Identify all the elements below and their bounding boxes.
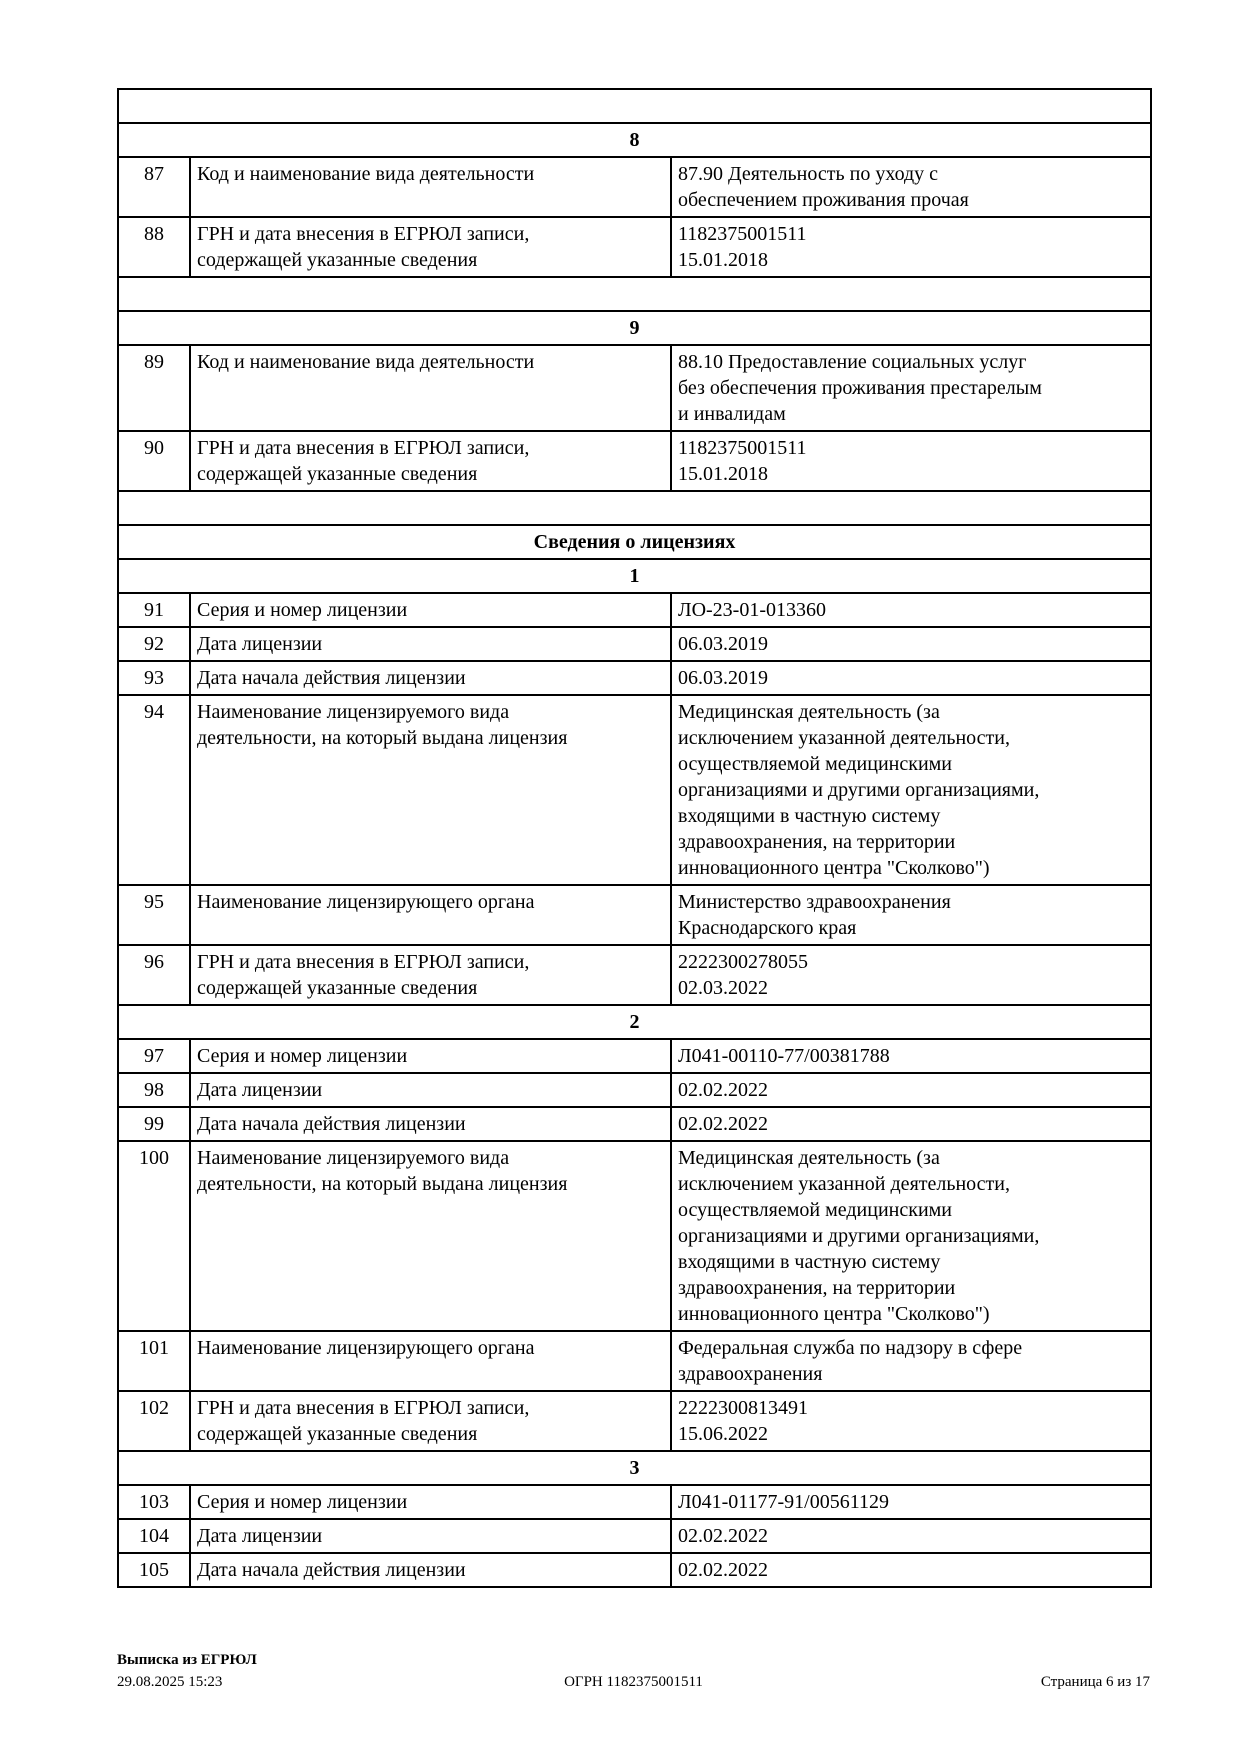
table-row [118,695,1151,885]
row-number: 100 [118,1141,190,1331]
attribute-value: 02.02.2022 [671,1519,1151,1553]
attribute-label: Дата лицензии [190,627,671,661]
row-number: 105 [118,1553,190,1587]
row-number: 102 [118,1391,190,1451]
egrul-table-body [118,89,1151,1587]
attribute-label: ГРН и дата внесения в ЕГРЮЛ записи, содержащей указанные сведения [190,945,671,1005]
section-row [118,1005,1151,1039]
attribute-value: 2222300278055 02.03.2022 [671,945,1151,1005]
row-number: 103 [118,1485,190,1519]
table-row [118,1553,1151,1587]
attribute-value: 06.03.2019 [671,627,1151,661]
attribute-label: Дата начала действия лицензии [190,1553,671,1587]
header-row [118,525,1151,559]
attribute-value: 1182375001511 15.01.2018 [671,431,1151,491]
row-number: 101 [118,1331,190,1391]
attribute-value: Федеральная служба по надзору в сфере здравоохранения [671,1331,1151,1391]
attribute-label: Дата лицензии [190,1073,671,1107]
attribute-label: Серия и номер лицензии [190,1039,671,1073]
page-footer [117,1650,1150,1694]
attribute-value: 88.10 Предоставление социальных услуг без обеспечения проживания престарелым и инвалидам [671,345,1151,431]
row-number: 89 [118,345,190,431]
attribute-value: Медицинская деятельность (за исключением указанной деятельности, осуществляемой медицинскими организациями и другими организациями, входящими в частную систему здравоохранения, на территории инновационного центра "Сколково") [671,1141,1151,1331]
attribute-value: 06.03.2019 [671,661,1151,695]
attribute-label: Наименование лицензируемого вида деятельности, на который выдана лицензия [190,1141,671,1331]
row-number: 98 [118,1073,190,1107]
spacer-cell [118,491,1151,525]
attribute-value: ЛО-23-01-013360 [671,593,1151,627]
table-row [118,1485,1151,1519]
attribute-label: ГРН и дата внесения в ЕГРЮЛ записи, содержащей указанные сведения [190,1391,671,1451]
row-number: 93 [118,661,190,695]
section-row [118,123,1151,157]
attribute-value: Медицинская деятельность (за исключением указанной деятельности, осуществляемой медицинскими организациями и другими организациями, входящими в частную систему здравоохранения, на территории инновационного центра "Сколково") [671,695,1151,885]
row-number: 92 [118,627,190,661]
attribute-label: ГРН и дата внесения в ЕГРЮЛ записи, содержащей указанные сведения [190,431,671,491]
attribute-label: Дата начала действия лицензии [190,1107,671,1141]
table-row [118,431,1151,491]
row-number: 96 [118,945,190,1005]
row-number: 104 [118,1519,190,1553]
attribute-label: Серия и номер лицензии [190,1485,671,1519]
spacer-cell [118,277,1151,311]
footer-datetime: 29.08.2025 15:23 [117,1673,223,1690]
attribute-label: Дата начала действия лицензии [190,661,671,695]
section-number: 9 [118,311,1151,345]
table-row [118,1141,1151,1331]
attribute-label: Серия и номер лицензии [190,593,671,627]
spacer-cell [118,89,1151,123]
attribute-label: Код и наименование вида деятельности [190,157,671,217]
table-row [118,1519,1151,1553]
attribute-label: Код и наименование вида деятельности [190,345,671,431]
section-number: 3 [118,1451,1151,1485]
table-row [118,217,1151,277]
egrul-extract-table [117,88,1152,1588]
section-row [118,559,1151,593]
licenses-section-title: Сведения о лицензиях [118,525,1151,559]
table-row [118,945,1151,1005]
row-number: 88 [118,217,190,277]
table-row [118,885,1151,945]
section-number: 8 [118,123,1151,157]
attribute-value: Министерство здравоохранения Краснодарского края [671,885,1151,945]
table-row [118,1331,1151,1391]
attribute-value: Л041-00110-77/00381788 [671,1039,1151,1073]
footer-left-block [117,1650,461,1694]
table-row [118,157,1151,217]
blank-row [118,89,1151,123]
row-number: 91 [118,593,190,627]
table-row [118,345,1151,431]
attribute-value: 02.02.2022 [671,1553,1151,1587]
table-row [118,661,1151,695]
table-row [118,1073,1151,1107]
attribute-value: 02.02.2022 [671,1073,1151,1107]
row-number: 90 [118,431,190,491]
footer-doc-title: Выписка из ЕГРЮЛ [117,1652,257,1668]
attribute-value: 87.90 Деятельность по уходу с обеспечением проживания прочая [671,157,1151,217]
attribute-value: 02.02.2022 [671,1107,1151,1141]
attribute-label: Дата лицензии [190,1519,671,1553]
blank-row [118,277,1151,311]
table-row [118,627,1151,661]
attribute-value: 2222300813491 15.06.2022 [671,1391,1151,1451]
section-number: 2 [118,1005,1151,1039]
footer-ogrn: ОГРН 1182375001511 [564,1673,703,1690]
blank-row [118,491,1151,525]
row-number: 97 [118,1039,190,1073]
row-number: 87 [118,157,190,217]
table-row [118,1391,1151,1451]
section-row [118,1451,1151,1485]
row-number: 95 [118,885,190,945]
attribute-label: Наименование лицензирующего органа [190,1331,671,1391]
section-number: 1 [118,559,1151,593]
row-number: 94 [118,695,190,885]
attribute-value: 1182375001511 15.01.2018 [671,217,1151,277]
table-row [118,1107,1151,1141]
attribute-label: Наименование лицензируемого вида деятельности, на который выдана лицензия [190,695,671,885]
footer-page-number: Страница 6 из 17 [1040,1673,1150,1690]
table-row [118,593,1151,627]
attribute-value: Л041-01177-91/00561129 [671,1485,1151,1519]
attribute-label: ГРН и дата внесения в ЕГРЮЛ записи, содержащей указанные сведения [190,217,671,277]
attribute-label: Наименование лицензирующего органа [190,885,671,945]
row-number: 99 [118,1107,190,1141]
table-row [118,1039,1151,1073]
section-row [118,311,1151,345]
